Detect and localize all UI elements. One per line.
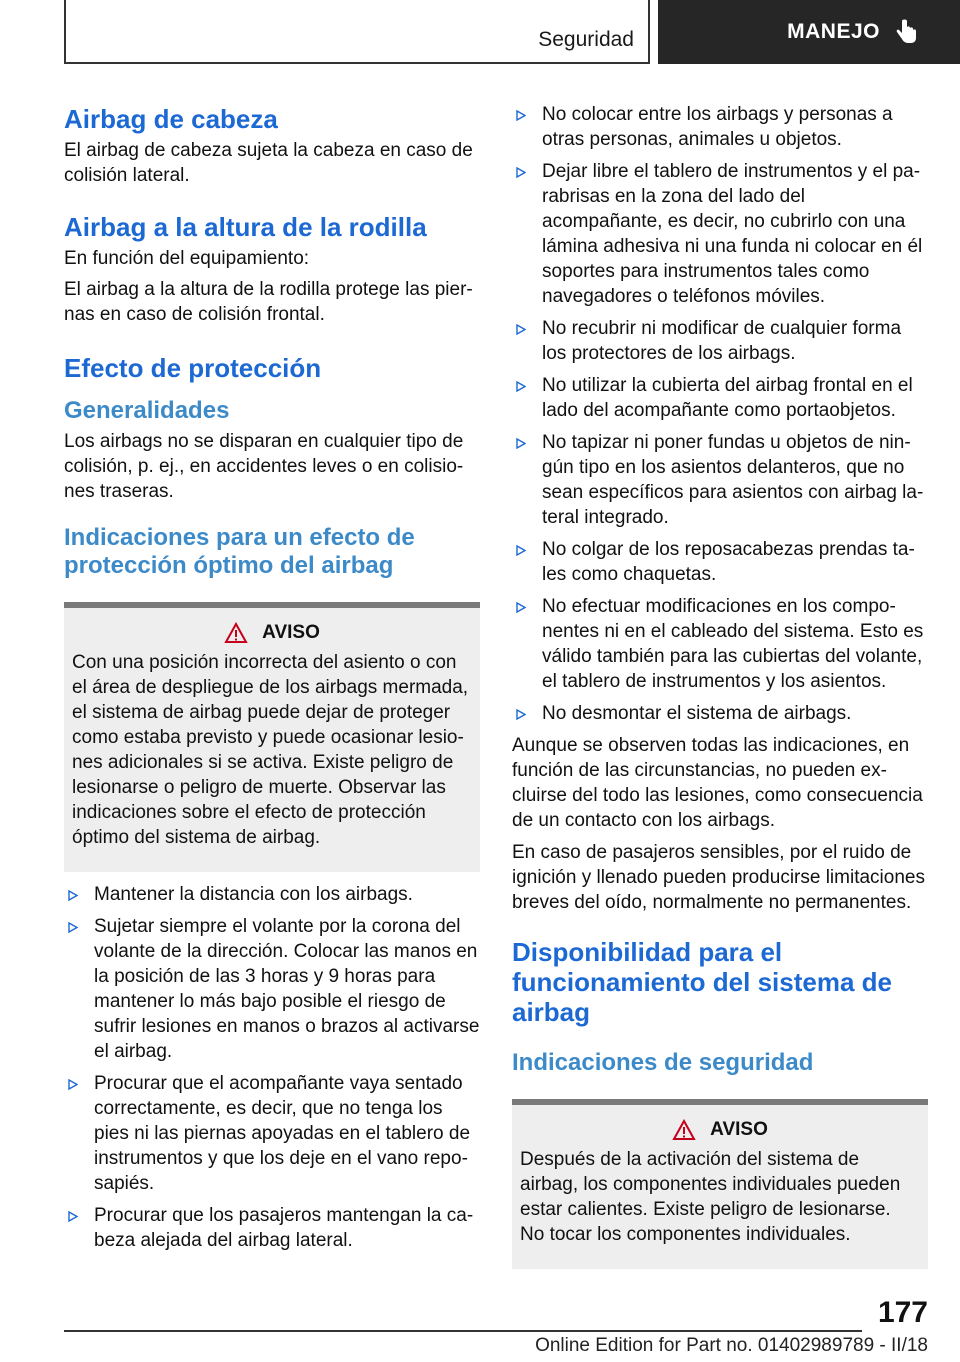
paragraph-sensitive: En caso de pasajeros sensibles, por el ruido de ignición y llenado pueden producirse limitaciones breves del oído, normalmente no permanentes. — [512, 842, 925, 913]
warning-title-row — [72, 622, 472, 644]
footer-divider — [64, 1330, 862, 1332]
bullet-triangle-icon — [516, 167, 526, 178]
list-item: No tapizar ni poner fundas u objetos de ningún tipo en los asientos delanteros, que no sean específicos para asientos con airbag lateral integrado. — [512, 430, 928, 530]
heading-safety-indications: Indicaciones de seguridad — [512, 1049, 814, 1076]
list-item: No colgar de los reposacabezas prendas tales como chaquetas. — [512, 537, 928, 587]
list-item: Dejar libre el tablero de instrumentos y el parabrisas en la zona del lado del acompañante, es decir, no cubrirlo con una lámina adhesiva ni una funda ni colocar en él soportes para instrumentos tales como navegadores o teléfonos móviles. — [512, 159, 928, 309]
header-frame — [64, 0, 650, 64]
list-item: No recubrir ni modificar de cualquier forma los protectores de los airbags. — [512, 316, 928, 366]
bullet-triangle-icon — [516, 110, 526, 121]
list-item: No colocar entre los airbags y personas a otras personas, animales u objetos. — [512, 102, 928, 152]
bullet-triangle-icon — [516, 381, 526, 392]
right-column — [512, 102, 928, 1269]
list-item: Procurar que el acompañante vaya sentado correctamente, es decir, que no tenga los pies ni las piernas apoyadas en el tablero de instrumentos y que los deje en el vano reposapiés. — [64, 1071, 480, 1196]
heading-availability: Disponibilidad para el funcionamiento del sistema de airbag — [512, 937, 892, 1027]
footer-edition: Online Edition for Part no. 01402989789 - II/18 — [535, 1335, 928, 1356]
warning-text: Con una posición incorrecta del asiento o con el área de despliegue de los airbags mermada, el sistema de airbag puede dejar de proteger como estaba previsto y puede ocasionar lesiones adicionales si se activa. Existe peligro de lesionarse o peligro de muerte. Observar las indicaciones sobre el efecto de protección óptimo del sistema de airbag. — [72, 652, 469, 848]
hand-pointing-icon — [892, 18, 920, 46]
paragraph-general: Los airbags no se disparan en cualquier tipo de colisión, p. ej., en accidentes leves o en colisiones traseras. — [64, 431, 464, 502]
left-bullet-list — [64, 882, 480, 1253]
heading-airbag-head: Airbag de cabeza — [64, 104, 278, 134]
warning-title-row — [520, 1119, 920, 1141]
warning-triangle-icon — [224, 622, 248, 644]
heading-protection-effect: Efecto de protección — [64, 353, 322, 383]
warning-box-hot-components — [512, 1099, 928, 1269]
list-item: No desmontar el sistema de airbags. — [512, 701, 928, 726]
warning-triangle-icon — [672, 1119, 696, 1141]
list-item: Sujetar siempre el volante por la corona del volante de la dirección. Colocar las manos en la posición de las 3 horas y 9 horas para mantener lo más bajo posible el riesgo de sufrir lesiones en manos o brazos al activarse el airbag. — [64, 914, 480, 1064]
header-chapter-label: MANEJO — [787, 20, 880, 43]
right-tail-text — [512, 733, 928, 915]
header-chapter-tab — [658, 0, 960, 64]
warning-text: Después de la activación del sistema de airbag, los componentes individuales pueden estar calientes. Existe peligro de lesionarse. No tocar los componentes individuales. — [520, 1149, 901, 1245]
warning-box-seat-position — [64, 602, 480, 872]
list-item: No utilizar la cubierta del airbag frontal en el lado del acompañante como portaobjetos. — [512, 373, 928, 423]
bullet-triangle-icon — [516, 709, 526, 720]
page-number: 177 — [877, 1296, 928, 1329]
header-section-title: Seguridad — [538, 28, 634, 51]
list-item: Procurar que los pasajeros mantengan la cabeza alejada del airbag lateral. — [64, 1203, 480, 1253]
paragraph-airbag-head: El airbag de cabeza sujeta la cabeza en caso de colisión lateral. — [64, 140, 473, 186]
bullet-triangle-icon — [516, 602, 526, 613]
heading-optimal-indications: Indicaciones para un efecto de protección óptimo del airbag — [64, 524, 415, 579]
bullet-triangle-icon — [68, 890, 78, 901]
left-column — [64, 100, 480, 1260]
bullet-triangle-icon — [68, 922, 78, 933]
bullet-triangle-icon — [516, 545, 526, 556]
bullet-triangle-icon — [68, 1079, 78, 1090]
bullet-triangle-icon — [516, 438, 526, 449]
heading-knee-airbag: Airbag a la altura de la rodilla — [64, 212, 427, 242]
bullet-triangle-icon — [68, 1211, 78, 1222]
list-item: Mantener la distancia con los airbags. — [64, 882, 480, 907]
paragraph-although: Aunque se observen todas las indicaciones, en función de las circunstancias, no pueden excluirse del todo las lesiones, como consecuencia de un contacto con los airbags. — [512, 735, 923, 831]
paragraph-knee-2: El airbag a la altura de la rodilla protege las piernas en caso de colisión frontal. — [64, 279, 473, 325]
right-bullet-list — [512, 102, 928, 726]
warning-title: AVISO — [262, 622, 320, 643]
bullet-triangle-icon — [516, 324, 526, 335]
paragraph-knee-1: En función del equipamiento: — [64, 248, 310, 269]
warning-title: AVISO — [710, 1119, 768, 1140]
heading-general: Generalidades — [64, 397, 230, 424]
list-item: No efectuar modificaciones en los componentes ni en el cableado del sistema. Esto es válido también para las cubiertas del volante, el tablero de instrumentos y los asientos. — [512, 594, 928, 694]
